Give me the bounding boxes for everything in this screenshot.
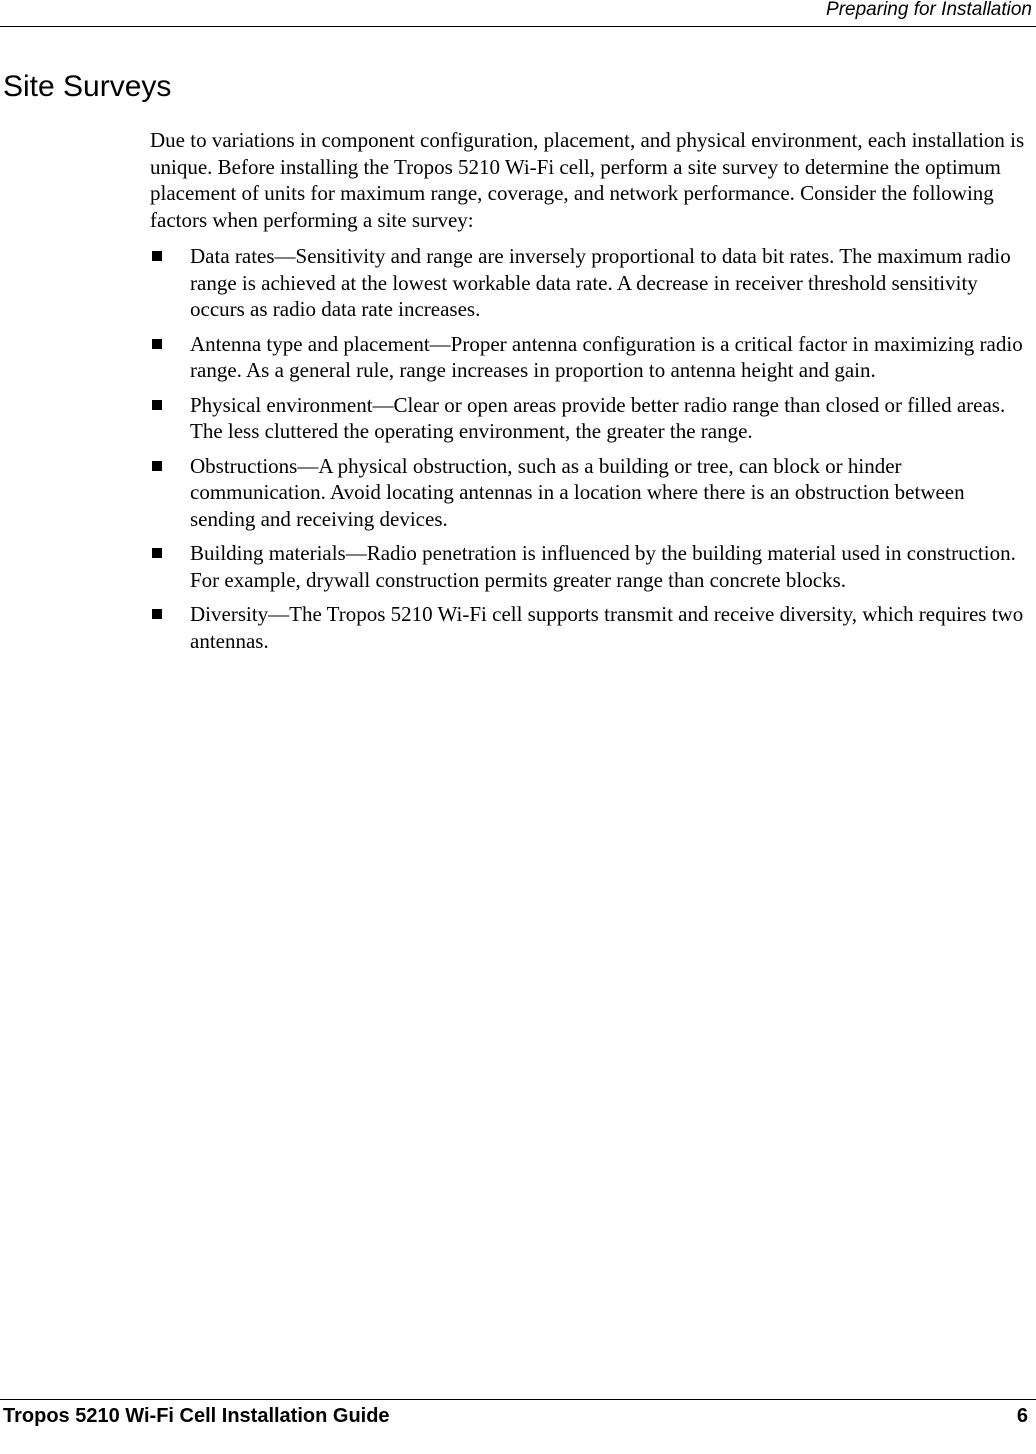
square-bullet-icon [152, 339, 162, 349]
header-divider [0, 26, 1036, 27]
list-item [150, 331, 1034, 384]
section-title: Site Surveys [3, 70, 172, 103]
running-header: Preparing for Installation [826, 0, 1032, 20]
list-item [150, 453, 1034, 533]
list-item-text: Data rates—Sensitivity and range are inversely proportional to data bit rates. The maximum radio range is achieved at the lowest workable data rate. A decrease in receiver threshold sensitivity occurs as radio data rate increases. [190, 244, 1011, 321]
square-bullet-icon [152, 251, 162, 261]
page-number: 6 [1016, 1405, 1028, 1427]
square-bullet-icon [152, 400, 162, 410]
footer-document-title: Tropos 5210 Wi-Fi Cell Installation Guide [3, 1405, 390, 1427]
intro-paragraph: Due to variations in component configuration, placement, and physical environment, each installation is unique. Before installing the Tropos 5210 Wi-Fi cell, perform a site survey to determine the optimum placement of units for maximum range, coverage, and network performance. Consider the following factors when performing a site survey: [150, 128, 1025, 232]
square-bullet-icon [152, 461, 162, 471]
list-item-text: Obstructions—A physical obstruction, such as a building or tree, can block or hinder communication. Avoid locating antennas in a location where there is an obstruction between sending and receiving devices. [190, 453, 965, 531]
square-bullet-icon [152, 548, 162, 558]
list-item-text: Building materials—Radio penetration is influenced by the building material used in construction. For example, drywall construction permits greater range than concrete blocks. [190, 541, 1016, 592]
list-item-text: Antenna type and placement—Proper antenna configuration is a critical factor in maximizing radio range. As a general rule, range increases in proportion to antenna height and gain. [190, 331, 1023, 382]
factor-list [150, 243, 1034, 654]
list-item-text: Diversity—The Tropos 5210 Wi-Fi cell supports transmit and receive diversity, which requires two antennas. [190, 602, 1024, 653]
footer-divider [0, 1399, 1036, 1400]
list-item [150, 540, 1034, 593]
section-body [150, 127, 1034, 662]
list-item [150, 243, 1034, 323]
list-item-text: Physical environment—Clear or open areas provide better radio range than closed or filled areas. The less cluttered the operating environment, the greater the range. [190, 392, 1006, 443]
square-bullet-icon [152, 609, 162, 619]
list-item [150, 392, 1034, 445]
list-item [150, 601, 1034, 654]
